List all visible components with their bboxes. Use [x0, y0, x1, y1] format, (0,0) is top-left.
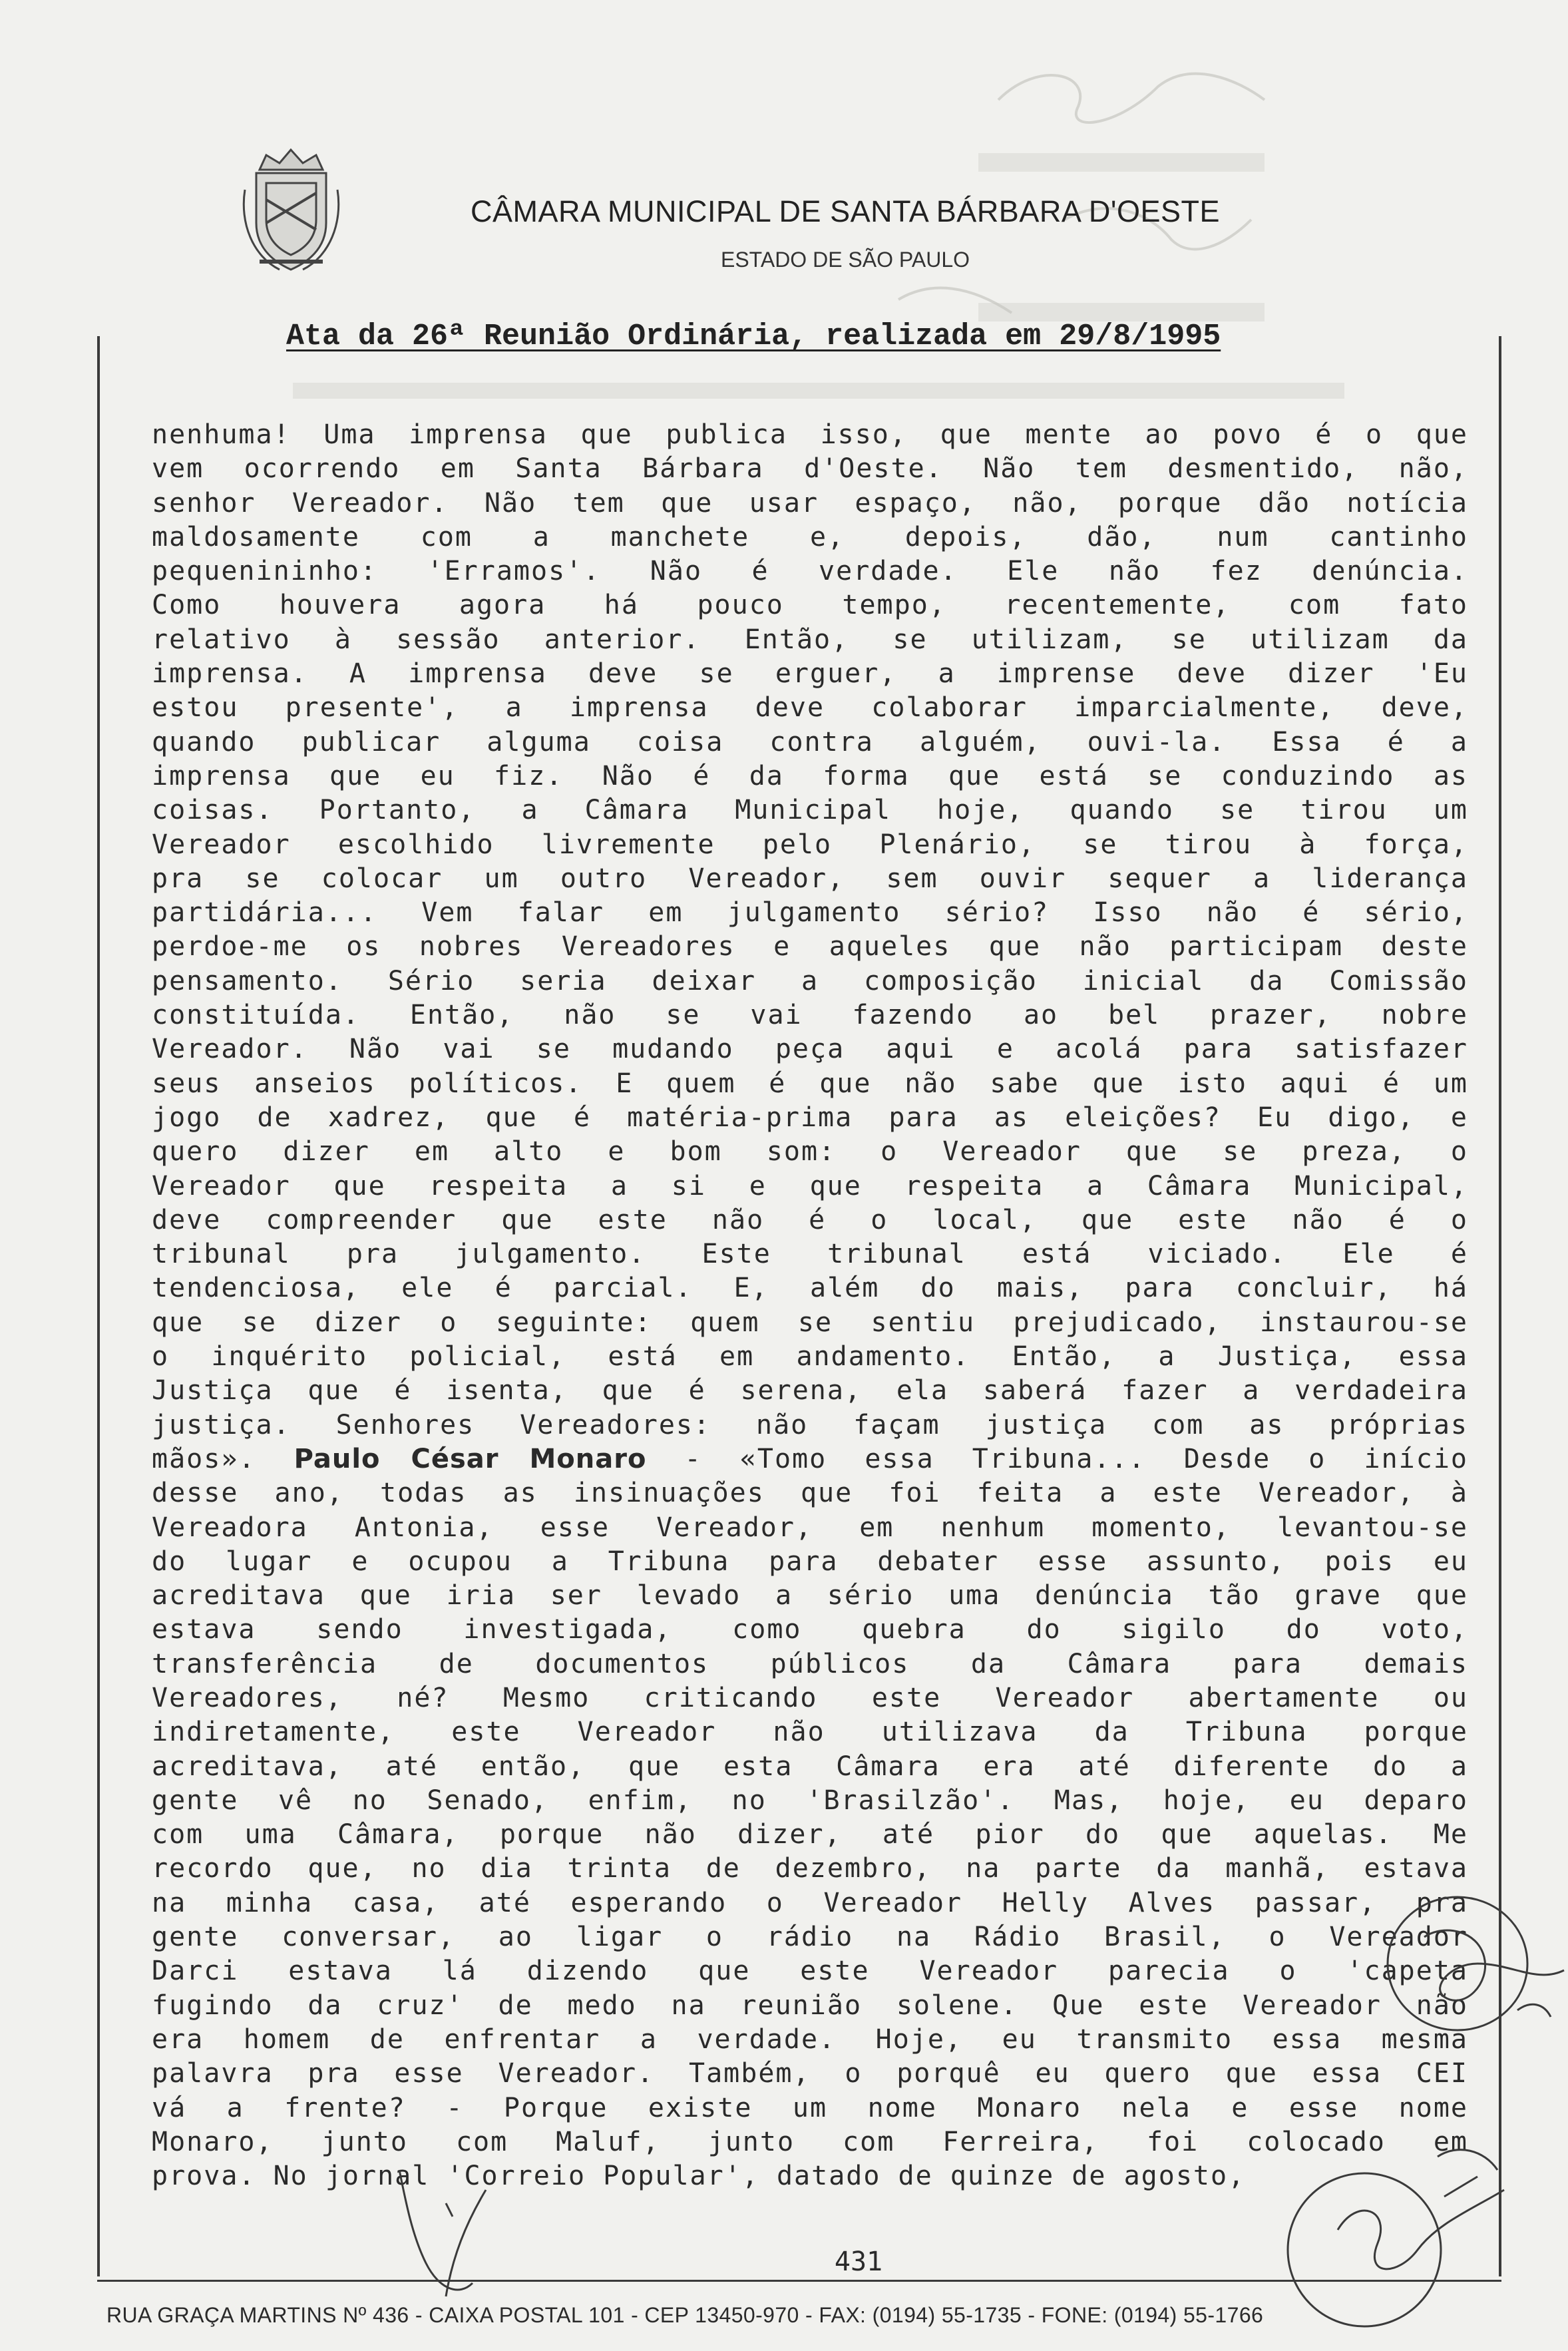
body-line: perdoe-me os nobres Vereadores e aqueles que não participam deste: [152, 931, 1468, 962]
page-number: 431: [834, 2246, 883, 2277]
body-line: pequenininho: 'Erramos'. Não é verdade. Ele não fez denúncia.: [152, 556, 1468, 587]
body-line: acreditava, até então, que esta Câmara era até diferente do a: [152, 1751, 1468, 1782]
footer-address: RUA GRAÇA MARTINS Nº 436 - CAIXA POSTAL 101 - CEP 13450-970 - FAX: (0194) 55-1735 - FONE: (0194) 55-1766: [106, 2303, 1264, 2327]
body-line: coisas. Portanto, a Câmara Municipal hoje, quando se tirou um: [152, 795, 1468, 826]
body-line: gente vê no Senado, enfim, no 'Brasilzão'. Mas, hoje, eu deparo: [152, 1785, 1468, 1816]
body-line: Vereador que respeita a si e que respeita a Câmara Municipal,: [152, 1170, 1468, 1201]
body-line: nenhuma! Uma imprensa que publica isso, que mente ao povo é o que: [152, 419, 1468, 450]
body-line: Como houvera agora há pouco tempo, recentemente, com fato: [152, 590, 1468, 621]
body-line: seus anseios políticos. E quem é que não sabe que isto aqui é um: [152, 1068, 1468, 1099]
body-line: relativo à sessão anterior. Então, se utilizam, se utilizam da: [152, 624, 1468, 655]
body-line: indiretamente, este Vereador não utilizava da Tribuna porque: [152, 1717, 1468, 1748]
body-line: justiça. Senhores Vereadores: não façam justiça com as próprias: [152, 1409, 1468, 1440]
body-line: Vereador. Não vai se mudando peça aqui e acolá para satisfazer: [152, 1034, 1468, 1065]
body-line: o inquérito policial, está em andamento. Então, a Justiça, essa: [152, 1341, 1468, 1373]
body-line: fugindo da cruz' de medo na reunião solene. Que este Vereador não: [152, 1990, 1468, 2021]
body-line: maldosamente com a manchete e, depois, dão, num cantinho: [152, 521, 1468, 552]
body-line: gente conversar, ao ligar o rádio na Rádio Brasil, o Vereador: [152, 1922, 1468, 1953]
document-title: Ata da 26ª Reunião Ordinária, realizada em 29/8/1995: [286, 320, 1221, 353]
body-line: transferência de documentos públicos da Câmara para demais: [152, 1648, 1468, 1679]
body-line: com uma Câmara, porque não dizer, até pior do que aquelas. Me: [152, 1819, 1468, 1850]
footer-rule: [97, 2280, 1501, 2282]
body-line: prova. No jornal 'Correio Popular', datado de quinze de agosto,: [152, 2161, 1246, 2192]
body-line: Vereadora Antonia, esse Vereador, em nenhum momento, levantou-se: [152, 1512, 1468, 1543]
body-line: tendenciosa, ele é parcial. E, além do mais, para concluir, há: [152, 1273, 1468, 1304]
body-line: era homem de enfrentar a verdade. Hoje, eu transmito essa mesma: [152, 2024, 1468, 2055]
body-line: imprensa que eu fiz. Não é da forma que está se conduzindo as: [152, 760, 1468, 791]
minutes-body: [152, 418, 1468, 2193]
body-line: palavra pra esse Vereador. Também, o porquê eu quero que essa CEI: [152, 2058, 1468, 2089]
body-line: na minha casa, até esperando o Vereador Helly Alves passar, pra: [152, 1887, 1468, 1918]
body-line: Justiça que é isenta, que é serena, ela saberá fazer a verdadeira: [152, 1375, 1468, 1406]
body-text-segment: - «Tomo essa Tribuna... Desde o início: [646, 1443, 1468, 1474]
right-border-rule: [1499, 336, 1501, 2276]
body-line: recordo que, no dia trinta de dezembro, na parte da manhã, estava: [152, 1853, 1468, 1884]
body-line-speaker: [152, 1442, 1468, 1476]
body-line: quero dizer em alto e bom som: o Vereador que se preza, o: [152, 1136, 1468, 1168]
body-text-segment: mãos».: [152, 1443, 294, 1474]
body-line: imprensa. A imprensa deve se erguer, a imprense deve dizer 'Eu: [152, 658, 1468, 690]
body-line: Darci estava lá dizendo que este Vereador parecia o 'capeta: [152, 1956, 1468, 1987]
body-line: tribunal pra julgamento. Este tribunal está viciado. Ele é: [152, 1239, 1468, 1270]
body-line: quando publicar alguma coisa contra alguém, ouvi-la. Essa é a: [152, 726, 1468, 757]
body-line: senhor Vereador. Não tem que usar espaço, não, porque dão notícia: [152, 487, 1468, 519]
body-line: estou presente', a imprensa deve colaborar imparcialmente, deve,: [152, 692, 1468, 724]
body-line: estava sendo investigada, como quebra do sigilo do voto,: [152, 1614, 1468, 1645]
body-line: pra se colocar um outro Vereador, sem ouvir sequer a liderança: [152, 863, 1468, 894]
body-line: partidária... Vem falar em julgamento sério? Isso não é sério,: [152, 897, 1468, 929]
coat-of-arms-icon: [240, 143, 343, 276]
body-line: desse ano, todas as insinuações que foi feita a este Vereador, à: [152, 1478, 1468, 1509]
body-line: deve compreender que este não é o local, que este não é o: [152, 1204, 1468, 1235]
body-line: vá a frente? - Porque existe um nome Monaro nela e esse nome: [152, 2092, 1468, 2123]
left-border-rule: [97, 336, 100, 2276]
body-line: que se dizer o seguinte: quem se sentiu prejudicado, instaurou-se: [152, 1307, 1468, 1338]
body-line: vem ocorrendo em Santa Bárbara d'Oeste. Não tem desmentido, não,: [152, 453, 1468, 485]
body-line: pensamento. Sério seria deixar a composição inicial da Comissão: [152, 965, 1468, 996]
chamber-name: CÂMARA MUNICIPAL DE SANTA BÁRBARA D'OESTE: [470, 194, 1220, 228]
body-line: Vereadores, né? Mesmo criticando este Vereador abertamente ou: [152, 1682, 1468, 1713]
body-line: constituída. Então, não se vai fazendo ao bel prazer, nobre: [152, 1000, 1468, 1031]
body-line: Vereador escolhido livremente pelo Plenário, se tirou à força,: [152, 829, 1468, 860]
state-name: ESTADO DE SÃO PAULO: [720, 248, 970, 272]
body-line: Monaro, junto com Maluf, junto com Ferreira, foi colocado em: [152, 2126, 1468, 2157]
body-line: acreditava que iria ser levado a sério uma denúncia tão grave que: [152, 1580, 1468, 1611]
speaker-name: Paulo César Monaro: [294, 1443, 647, 1474]
body-line: do lugar e ocupou a Tribuna para debater esse assunto, pois eu: [152, 1546, 1468, 1577]
body-line: jogo de xadrez, que é matéria-prima para as eleições? Eu digo, e: [152, 1102, 1468, 1133]
